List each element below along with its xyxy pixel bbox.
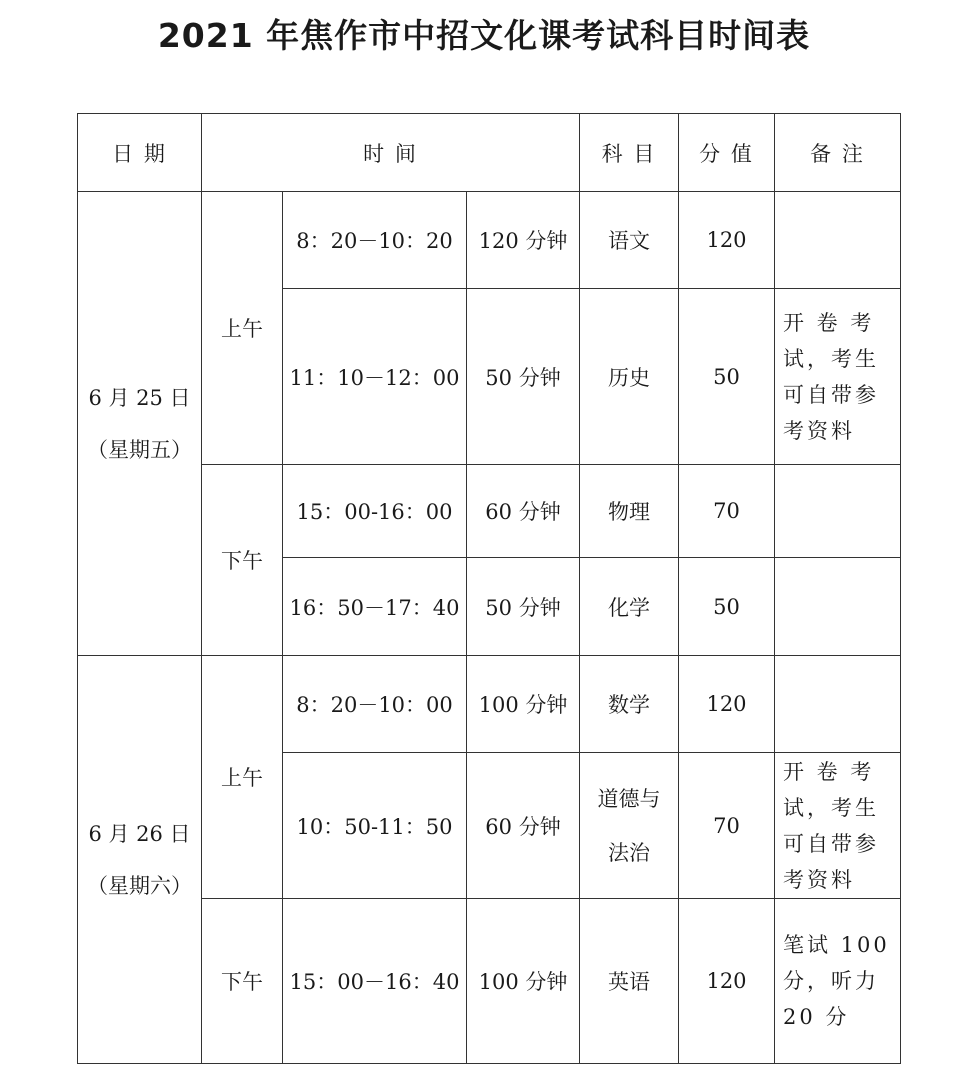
note-cell: 开 卷 考 试，考生 可自带参 考资料 [775, 753, 901, 899]
time-cell: 15：00－16：40 [283, 899, 467, 1064]
duration-cell: 60 分钟 [467, 465, 580, 558]
period-am-day1: 上午 [202, 192, 283, 465]
time-cell: 8：20－10：00 [283, 656, 467, 753]
page-title: 2021 年焦作市中招文化课考试科目时间表 [157, 16, 811, 55]
score-cell: 50 [679, 558, 775, 656]
subject-cell: 数学 [580, 656, 679, 753]
header-date: 日 期 [78, 114, 202, 192]
header-row [78, 114, 901, 192]
time-cell: 8：20－10：20 [283, 192, 467, 289]
date-label: 6 月 26 日 [88, 821, 191, 846]
header-time: 时 间 [202, 114, 580, 192]
time-cell: 10：50-11：50 [283, 753, 467, 899]
table-row [78, 656, 901, 753]
subject-cell: 英语 [580, 899, 679, 1064]
score-cell: 70 [679, 753, 775, 899]
note-cell [775, 465, 901, 558]
subject-cell: 历史 [580, 289, 679, 465]
weekday-label: （星期六） [87, 873, 192, 898]
table-row [78, 192, 901, 289]
duration-cell: 100 分钟 [467, 899, 580, 1064]
time-cell: 15：00-16：00 [283, 465, 467, 558]
note-cell [775, 656, 901, 753]
score-cell: 120 [679, 192, 775, 289]
date-cell-day1 [78, 192, 202, 656]
score-cell: 70 [679, 465, 775, 558]
table-row [78, 465, 901, 558]
header-subject: 科 目 [580, 114, 679, 192]
subject-cell: 化学 [580, 558, 679, 656]
subject-cell: 物理 [580, 465, 679, 558]
score-cell: 50 [679, 289, 775, 465]
score-cell: 120 [679, 899, 775, 1064]
duration-cell: 50 分钟 [467, 558, 580, 656]
header-note: 备 注 [775, 114, 901, 192]
duration-cell: 120 分钟 [467, 192, 580, 289]
duration-cell: 60 分钟 [467, 753, 580, 899]
duration-cell: 50 分钟 [467, 289, 580, 465]
period-pm-day2: 下午 [202, 899, 283, 1064]
subject-cell: 道德与 法治 [580, 753, 679, 899]
weekday-label: （星期五） [87, 437, 192, 462]
exam-schedule-table [77, 113, 901, 1064]
time-cell: 16：50－17：40 [283, 558, 467, 656]
note-cell: 开 卷 考 试，考生 可自带参 考资料 [775, 289, 901, 465]
table-row [78, 899, 901, 1064]
note-cell: 笔试 100 分，听力 20 分 [775, 899, 901, 1064]
header-score: 分 值 [679, 114, 775, 192]
duration-cell: 100 分钟 [467, 656, 580, 753]
note-cell [775, 558, 901, 656]
period-am-day2: 上午 [202, 656, 283, 899]
date-cell-day2 [78, 656, 202, 1064]
subject-cell: 语文 [580, 192, 679, 289]
note-cell [775, 192, 901, 289]
score-cell: 120 [679, 656, 775, 753]
period-pm-day1: 下午 [202, 465, 283, 656]
date-label: 6 月 25 日 [88, 385, 191, 410]
time-cell: 11：10－12：00 [283, 289, 467, 465]
